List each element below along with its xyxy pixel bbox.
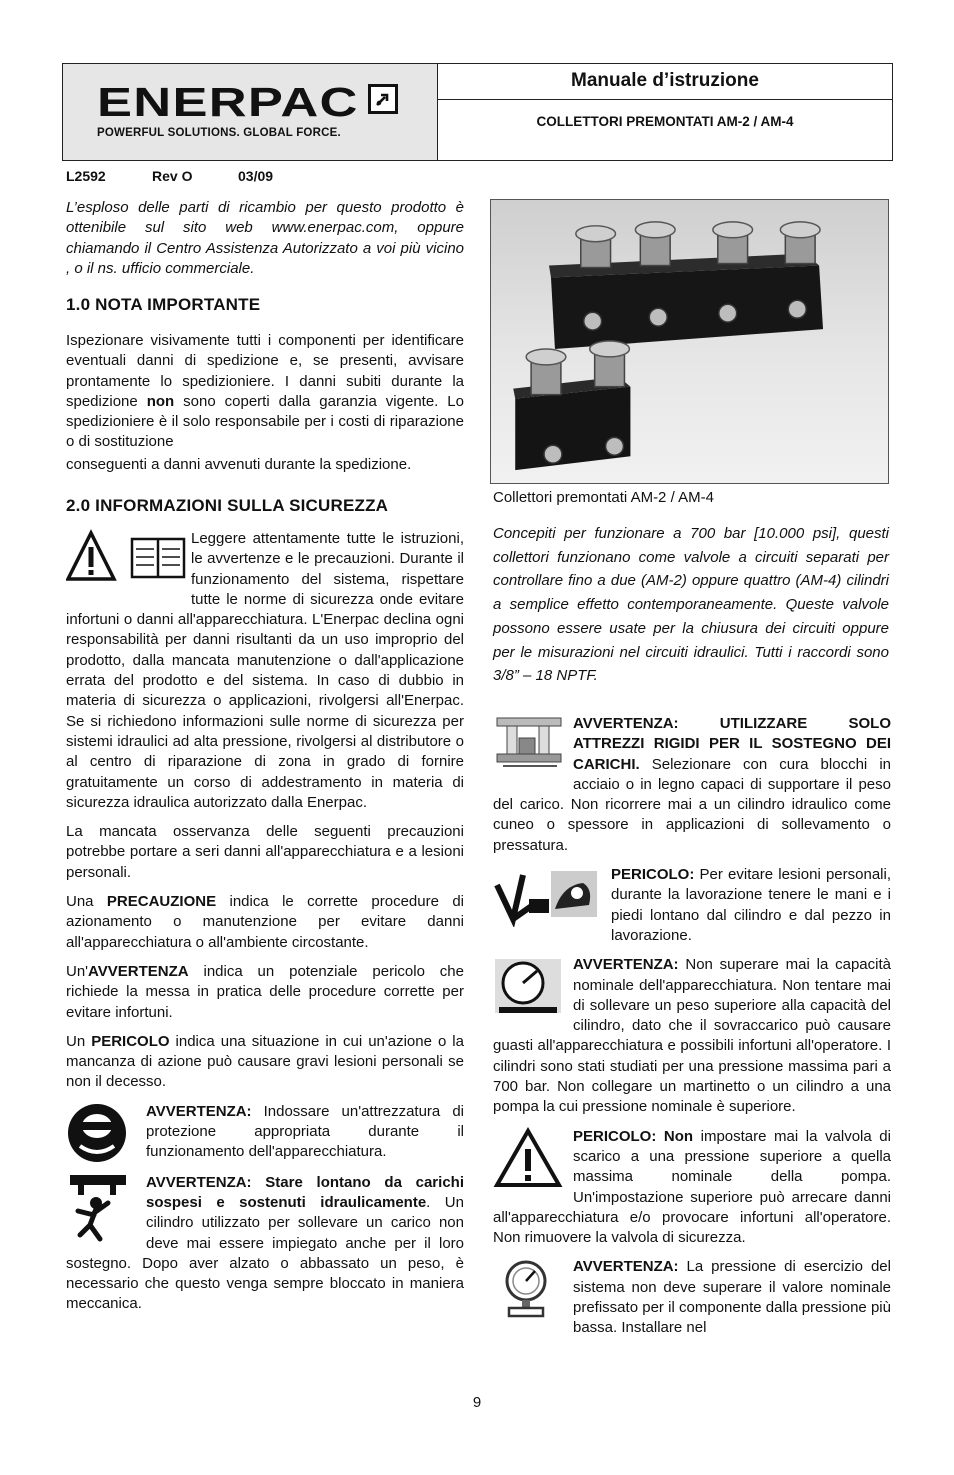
safety-icons xyxy=(66,529,191,591)
pressure-gauge-icon xyxy=(493,1257,573,1323)
rigid-support-icon xyxy=(493,714,573,776)
overload-gauge-icon xyxy=(493,955,573,1021)
danger-triangle-icon xyxy=(493,1127,573,1193)
doc-date: 03/09 xyxy=(238,168,274,184)
section2-body: Leggere attentamente tutte le istruzioni, le avvertenze e le precauzioni. Durante il funzionamento del sistema, rispettare tutte le norme di sicurezza onde evitare infortuni o danni all'apparecchiatura. L'Enerpac declina ogni responsabilità per danni risultanti da un uso improprio del prodotto, dalla mancata manutenzione o dall'applicazione errata del prodotto e del sistema. In caso di dubbio in materia di sicurezza o applicazioni, rivolgersi all'Enerpac. Se si richiedono informazioni sulle norme di sicurezza per sistemi idraulici ad alta pressione, rivolgersi al distributore o al centro di riparazione di zona in grado di fornire gratuitamente un corso di addestramento in materia di sicurezza idraulica autorizzato dalla Enerpac. La mancata osservanza delle seguenti precauzioni potrebbe portare a seri danni all'apparecchiatura e a lesioni personali. Una PRECAUZIONE indica le corrette procedure di azionamento o manutenzione per evitare danni all'apparecchiatura o all'ambiente circostante. Un'AVVERTENZA indica un potenziale pericolo che richiede la messa in pratica delle procedure corrette per evitare infortuni. Un PERICOLO indica una situazione in cui un'azione o la mancanza di azione può causare gravi lesioni personali se non il decesso. AVVERTENZA: Indossare un'attrezzatura di protezione appropriata durante il funzionamento dell'apparecchiatura. AVVERTENZA: Stare lontano da carichi sospesi e sostenuti idraulicamente. Un cilindro utilizzato per sollevare un carico non deve mai essere impiegato anche per il loro sostegno. Dopo aver alzato o abbassato un peso, è necessario che questo venga sempre bloccato in maniera meccanica. xyxy=(66,530,465,1313)
right-warnings: AVVERTENZA: UTILIZZARE SOLO ATTREZZI RIGIDI PER IL SOSTEGNO DEI CARICHI. Selezionare con cura blocchi in acciaio o in legno capaci di supportare il peso del carico. Non ricorrere mai a un cilindro idraulico come cuneo o spessore in applicazioni di sollevamento o pressatura. PERICOLO: Per evitare lesioni personali, durante la lavorazione tenere le mani e i piedi lontano dal cilindro e dal pezzo in lavorazione. AVVERTENZA: Non superare mai la capacità nominale dell'apparecchiatura. Non tentare mai di sollevare un peso superiore alla capacità del cilindro, dato che il sovraccarico può causare guasti all'apparecchiatura e possibili infortuni all'operatore. I cilindri sono stati studiati per una pressione massima pari a 700 bar. Non collegare un martinetto o un cilindro a una pompa la cui pressione nominale è superiore. PERICOLO: Non impostare mai la valvola di scarico a una pressione superiore a quella massima nominale della pompa. Un'impostazione superiore può arrecare danni all'apparecchiatura e/o provocare infortuni all'operatore. Non rimuovere la valvola di sicurezza. AVVERTENZA: La pressione di esercizio del sistema non deve superare il valore nominale prefissato per il componente dalla pressione più bassa. Installare nel xyxy=(493,715,891,1337)
product-description: Concepiti per funzionare a 700 bar [10.000 psi], questi collettori funzionano come valvole a circuiti separati per controllare fino a due (AM-2) oppure quattro (AM-4) cilindri a semplice effetto contemporaneamente. Queste valvole possono essere usate per la chiusura dei circuiti oppure per le misurazioni nel circuiti idraulici. Tutti i raccordi sono 3/8” – 18 NPTF. xyxy=(493,525,889,685)
section1-body: Ispezionare visivamente tutti i componenti per identificare eventuali danni di spedizione e, se presenti, avvisare prontamente lo spedizioniere. I danni subiti durante la spedizione non sono coperti dalla garanzia vigente. Lo spedizioniere è il solo responsabile per i costi di riparazione o di sostituzione conseguenti a danni avvenuti durante la spedizione. xyxy=(66,332,464,473)
manifold-photo-illustration xyxy=(491,200,888,483)
suspended-load-icon xyxy=(66,1173,146,1253)
page-number: 9 xyxy=(472,1394,482,1411)
page-subtitle: COLLETTORI PREMONTATI AM-2 / AM-4 xyxy=(536,114,794,129)
page-title: Manuale d’istruzione xyxy=(438,64,892,100)
hand-crush-danger-icon xyxy=(493,865,611,931)
product-photo xyxy=(490,199,889,484)
photo-caption: Collettori premontati AM-2 / AM-4 xyxy=(493,489,714,506)
intro-text: L’esploso delle parti di ricambio per questo prodotto è ottenibile sul sito web www.enerpac.com, oppure chiamando il Centro Assistenza Autorizzato a voi più vicino , o il ns. ufficio commerciale. xyxy=(66,199,464,277)
protective-gear-icon xyxy=(66,1102,146,1170)
section1-heading: 1.0 NOTA IMPORTANTE xyxy=(66,295,261,314)
doc-revision: Rev O xyxy=(152,168,193,184)
tagline: POWERFUL SOLUTIONS. GLOBAL FORCE. xyxy=(97,127,341,139)
read-manual-book-icon xyxy=(132,539,184,577)
warning-triangle-icon xyxy=(68,533,114,579)
enerpac-logo-mark-icon xyxy=(368,84,398,114)
doc-code: L2592 xyxy=(66,168,106,184)
section2-heading: 2.0 INFORMAZIONI SULLA SICUREZZA xyxy=(66,496,389,515)
enerpac-logo: ENERPAC xyxy=(97,79,359,125)
